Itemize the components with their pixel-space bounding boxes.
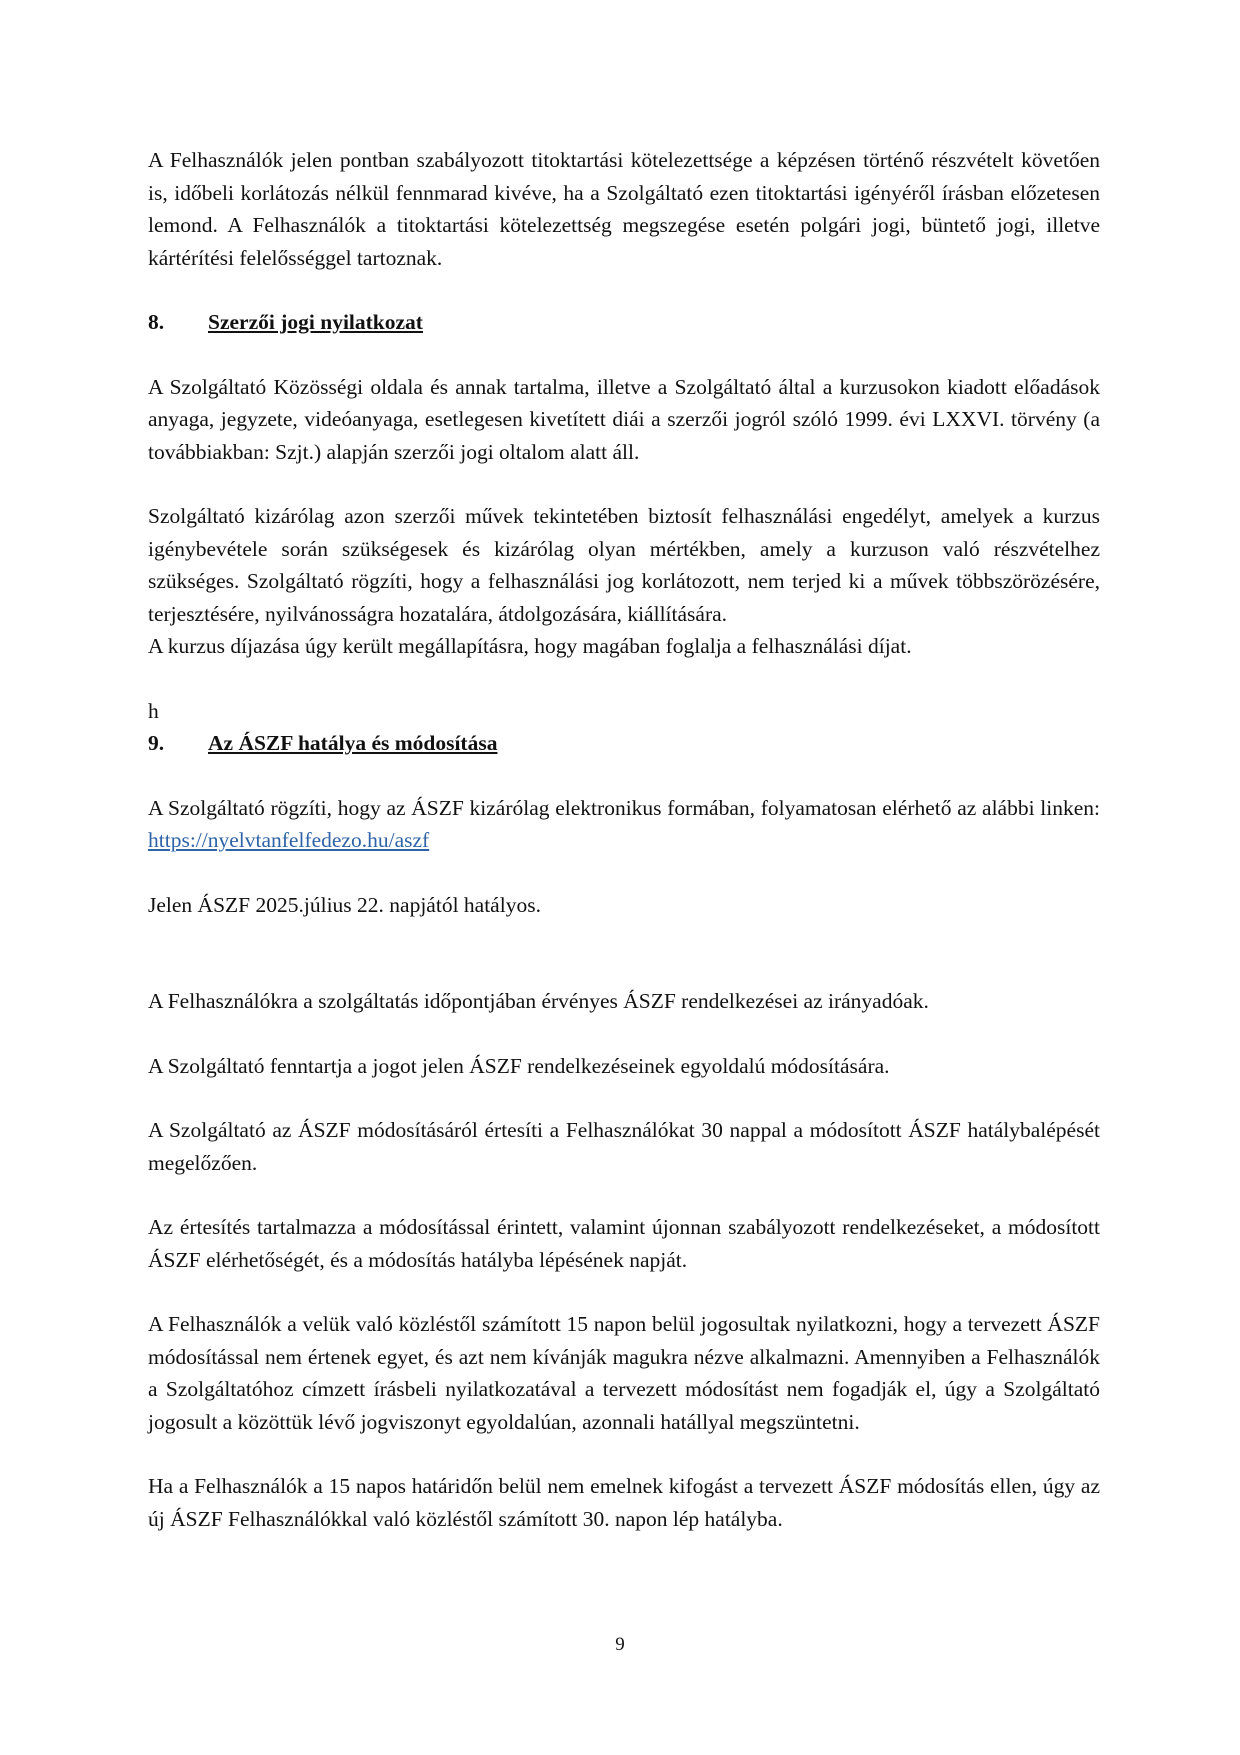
confidentiality-paragraph: A Felhasználók jelen pontban szabályozott titoktartási kötelezettsége a képzésen történő részvételt követően is, időbeli korlátozás nélkül fennmarad kivéve, ha a Szolgáltató ezen titoktartási igényéről írásban előzetesen lemond. A Felhasználók a titoktartási kötelezettség megszegése esetén polgári jogi, büntető jogi, illetve kártérítési felelősséggel tartoznak. — [148, 148, 1100, 270]
section-9-title: Az ÁSZF hatálya és módosítása — [208, 731, 498, 755]
section-8-title: Szerzői jogi nyilatkozat — [208, 310, 423, 334]
aszf-availability-text: A Szolgáltató rögzíti, hogy az ÁSZF kizárólag elektronikus formában, folyamatosan elérhető az alábbi linken: — [148, 795, 1100, 820]
section-9-heading — [148, 727, 1100, 760]
effective-date-paragraph: Jelen ÁSZF 2025.július 22. napjától hatályos. — [148, 892, 541, 917]
copyright-paragraph-1: A Szolgáltató Közösségi oldala és annak tartalma, illetve a Szolgáltató által a kurzusokon kiadott előadások anyaga, jegyzete, videóanyaga, esetlegesen kivetített diái a szerzői jogról szóló 1999. évi LXXVI. törvény (a továbbiakban: Szjt.) alapján szerzői jogi oltalom alatt áll. — [148, 374, 1100, 464]
notification-paragraph: A Szolgáltató az ÁSZF módosításáról értesíti a Felhasználókat 30 nappal a módosított ÁSZF hatálybalépését megelőzően. — [148, 1118, 1100, 1175]
copyright-paragraph-3: A kurzus díjazása úgy került megállapításra, hogy magában foglalja a felhasználási díjat. — [148, 634, 912, 658]
objection-paragraph: A Felhasználók a velük való közléstől számított 15 napon belül jogosultak nyilatkozni, hogy a tervezett ÁSZF módosítással nem értenek egyet, és azt nem kívánják magukra nézve alkalmazni. Amennyiben a Felhasználók a Szolgáltatóhoz címzett írásbeli nyilatkozatával a tervezett módosítást nem fogadják el, úgy a Szolgáltató jogosult a közöttük lévő jogviszonyt egyoldalúan, azonnali hatállyal megszüntetni. — [148, 1312, 1100, 1434]
deadline-paragraph: Ha a Felhasználók a 15 napos határidőn belül nem emelnek kifogást a tervezett ÁSZF módosítás ellen, úgy az új ÁSZF Felhasználókkal való közléstől számított 30. napon lép hatályba. — [148, 1474, 1100, 1531]
aszf-link[interactable]: https://nyelvtanfelfedezo.hu/aszf — [148, 828, 430, 852]
page-number: 9 — [615, 1634, 625, 1655]
section-9-number: 9. — [148, 731, 165, 755]
document-page — [148, 144, 1100, 1535]
notification-content-paragraph: Az értesítés tartalmazza a módosítással érintett, valamint újonnan szabályozott rendelkezéseket, a módosított ÁSZF elérhetőségét, és a módosítás hatályba lépésének napját. — [148, 1215, 1100, 1272]
copyright-paragraph-2: Szolgáltató kizárólag azon szerzői művek tekintetében biztosít felhasználási engedélyt, amelyek a kurzus igénybevétele során szükségesek és kizárólag olyan mértékben, amely a kurzuson való részvételhez szükséges. Szolgáltató rögzíti, hogy a felhasználási jog korlátozott, nem terjed ki a művek többszörözésére, terjesztésére, nyilvánosságra hozatalára, átdolgozására, kiállítására. — [148, 504, 1100, 626]
section-8-number: 8. — [148, 310, 165, 334]
stray-character: h — [148, 698, 159, 723]
modification-right-paragraph: A Szolgáltató fenntartja a jogot jelen ÁSZF rendelkezéseinek egyoldalú módosítására. — [148, 1053, 890, 1078]
applicable-terms-paragraph: A Felhasználókra a szolgáltatás időpontjában érvényes ÁSZF rendelkezései az irányadóak. — [148, 989, 929, 1013]
section-8-heading — [148, 306, 1100, 339]
aszf-availability-paragraph — [148, 792, 1100, 857]
